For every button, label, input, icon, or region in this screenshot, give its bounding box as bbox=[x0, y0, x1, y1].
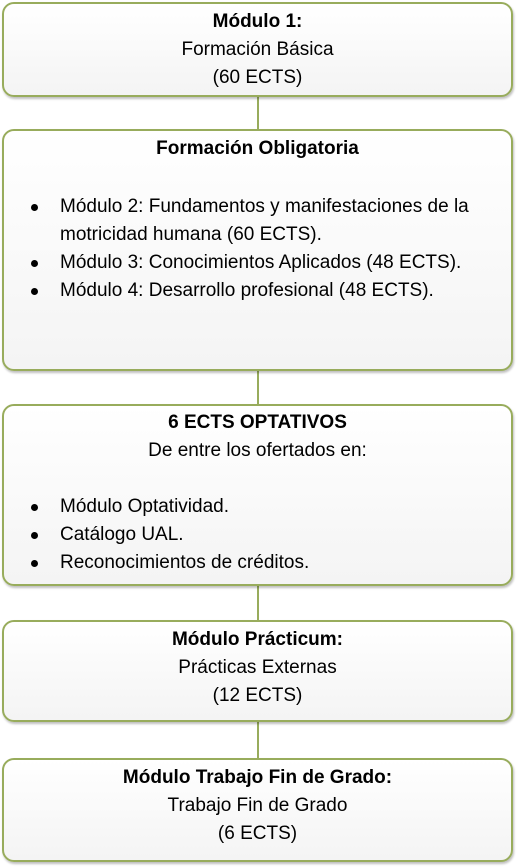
box-4-credits: (12 ECTS) bbox=[212, 685, 303, 706]
connector-1-2 bbox=[257, 97, 259, 129]
box-3-subtitle: De entre los ofertados en: bbox=[148, 440, 367, 461]
list-item: Módulo 2: Fundamentos y manifestaciones de la motricidad humana (60 ECTS). bbox=[60, 193, 511, 249]
box-5-title: Módulo Trabajo Fin de Grado: bbox=[122, 767, 393, 788]
box-1-title: Módulo 1: bbox=[212, 11, 303, 32]
list-item: Módulo Optatividad. bbox=[60, 493, 511, 521]
connector-3-4 bbox=[257, 586, 259, 620]
box-practicum bbox=[2, 620, 513, 722]
box-5-credits: (6 ECTS) bbox=[217, 823, 298, 844]
box-trabajo-fin-de-grado bbox=[2, 758, 513, 862]
box-3-list bbox=[4, 493, 511, 577]
box-2-title: Formación Obligatoria bbox=[156, 138, 359, 159]
box-1-subtitle: Formación Básica bbox=[181, 39, 334, 60]
list-item: Módulo 3: Conocimientos Aplicados (48 ECTS). bbox=[60, 249, 511, 277]
list-item: Catálogo UAL. bbox=[60, 521, 511, 549]
connector-2-3 bbox=[257, 371, 259, 404]
box-2-list bbox=[4, 193, 511, 305]
list-item: Reconocimientos de créditos. bbox=[60, 549, 511, 577]
list-item: Módulo 4: Desarrollo profesional (48 ECTS). bbox=[60, 277, 511, 305]
box-3-title: 6 ECTS OPTATIVOS bbox=[168, 412, 347, 433]
box-modulo-1 bbox=[2, 2, 513, 97]
box-4-subtitle: Prácticas Externas bbox=[178, 657, 337, 678]
box-5-subtitle: Trabajo Fin de Grado bbox=[167, 795, 348, 816]
box-optativos bbox=[2, 404, 513, 586]
connector-4-5 bbox=[257, 722, 259, 758]
box-1-credits: (60 ECTS) bbox=[212, 67, 303, 88]
box-4-title: Módulo Prácticum: bbox=[171, 629, 343, 650]
box-formacion-obligatoria bbox=[2, 129, 513, 371]
